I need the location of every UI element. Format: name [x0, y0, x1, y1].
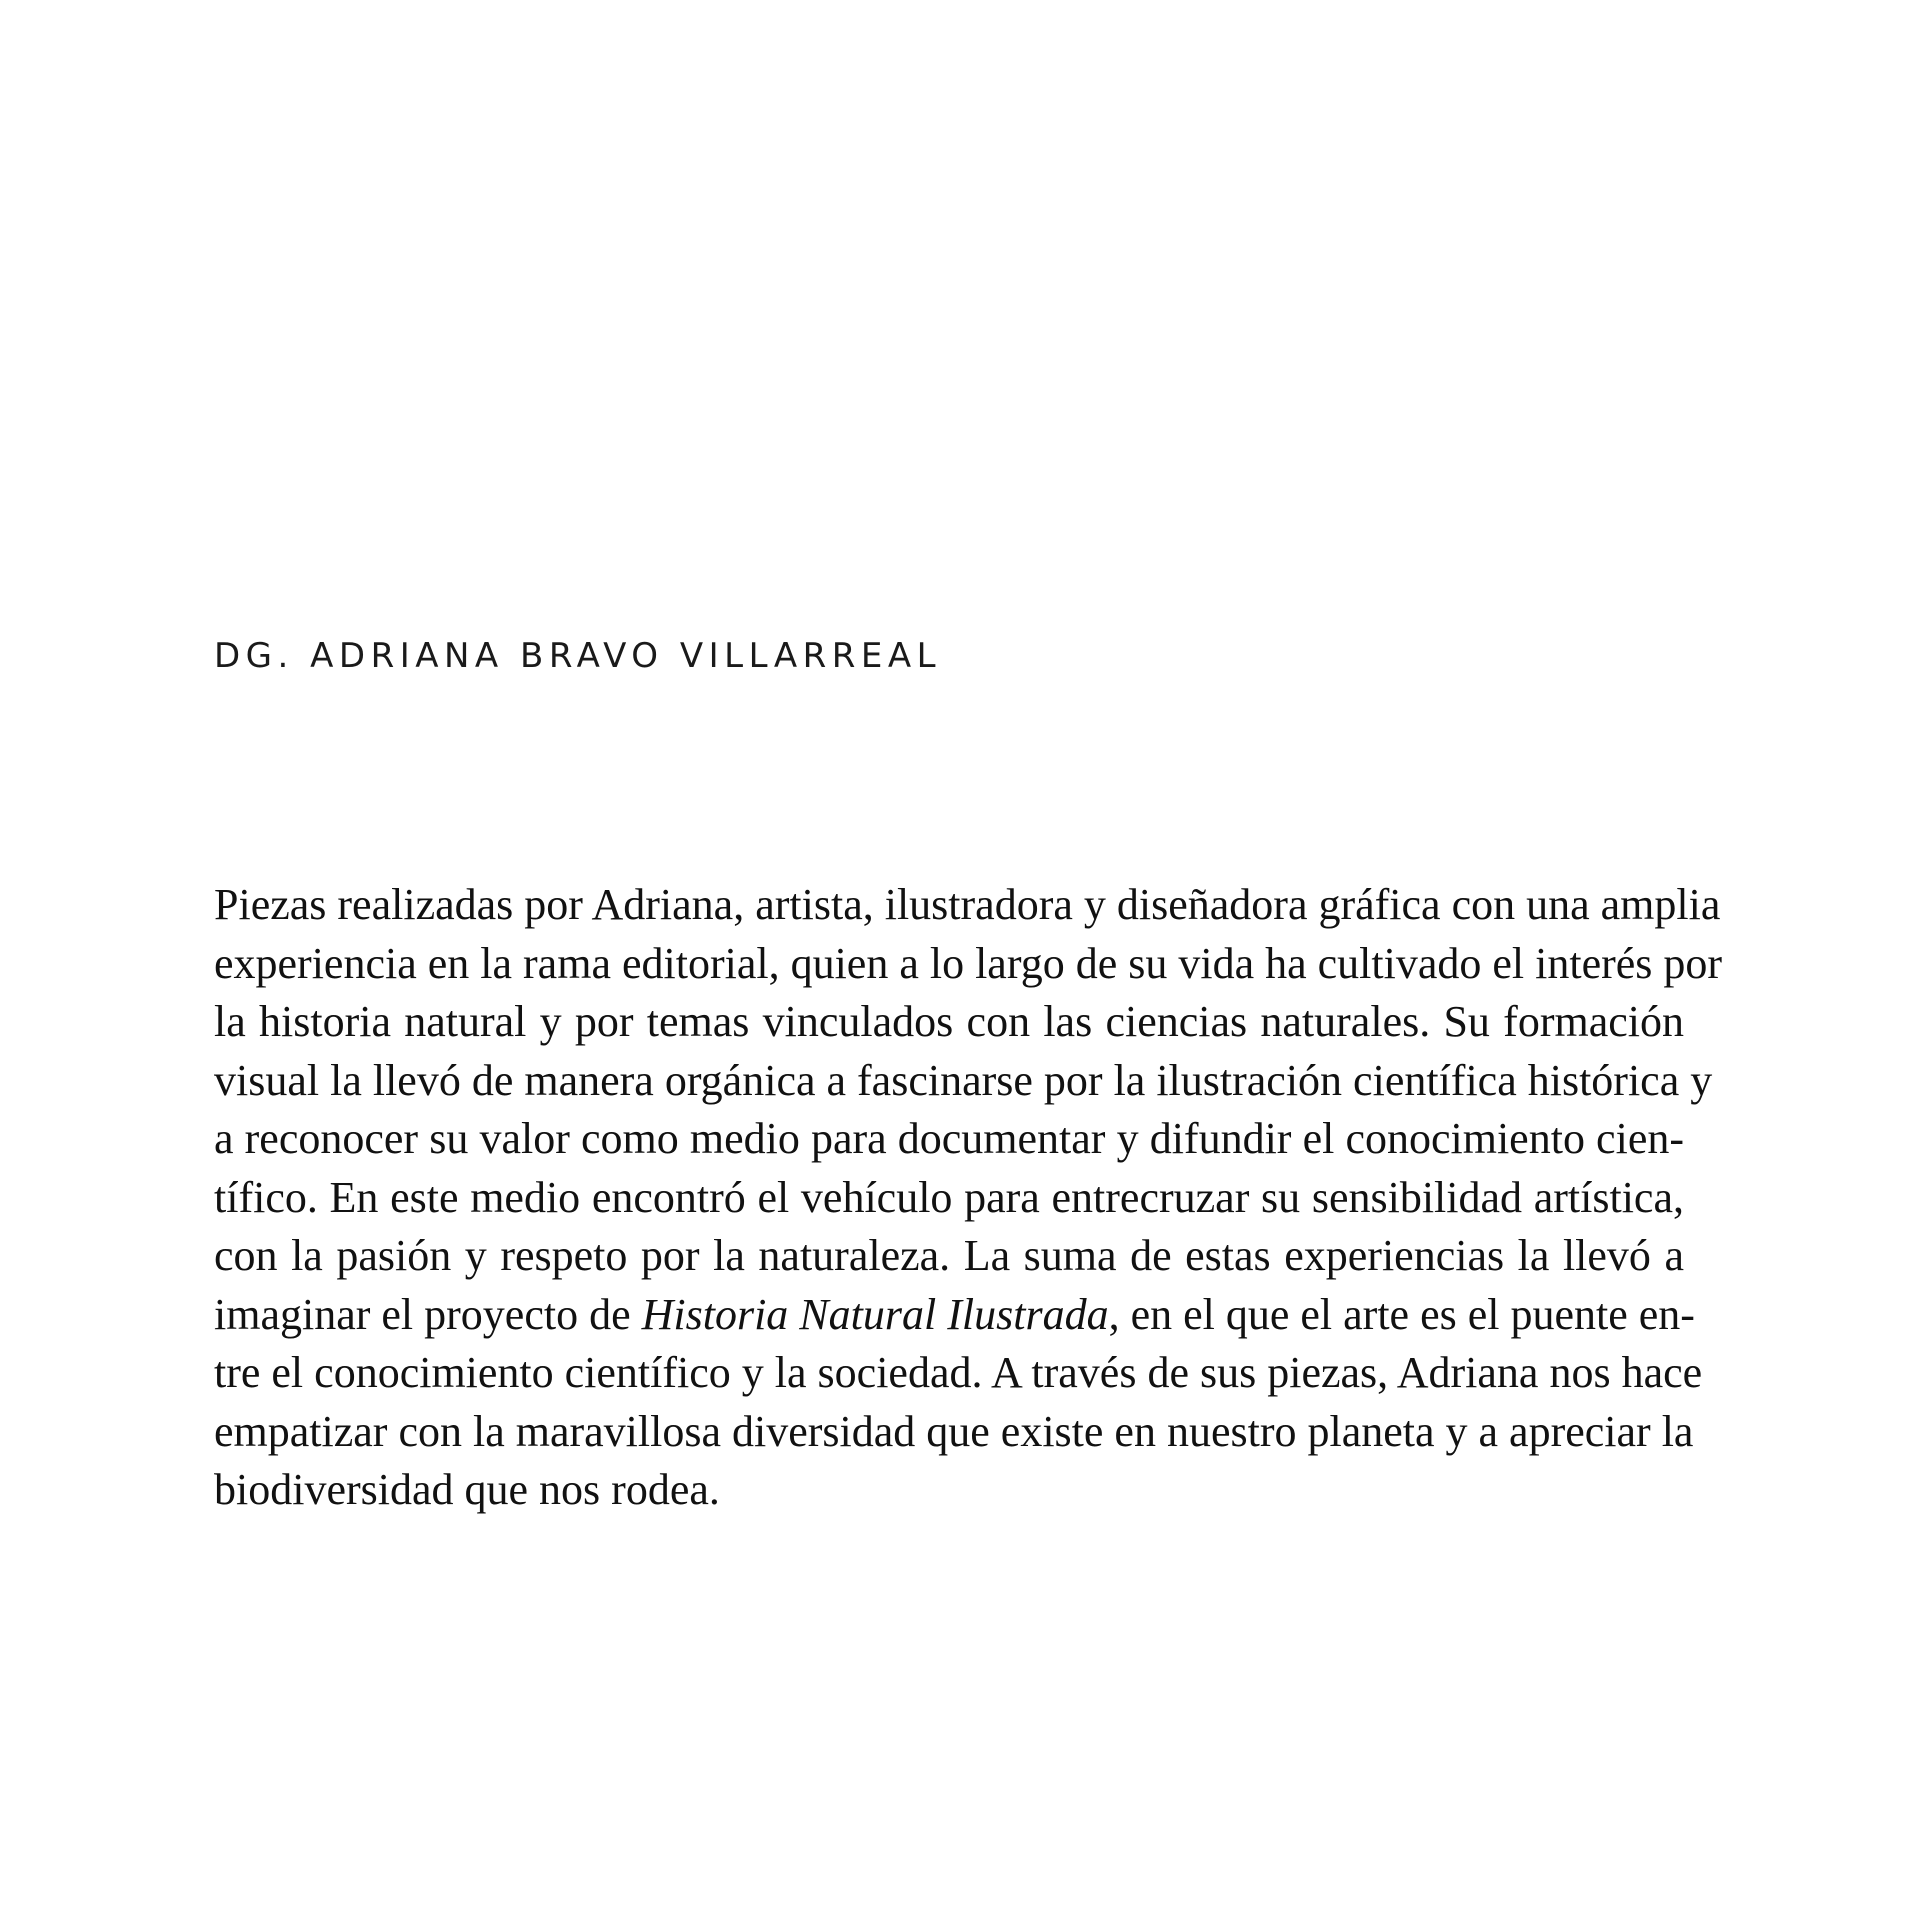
- bio-line: tre el conocimiento científico y la sociedad. A través de sus piezas, Adriana nos hace: [214, 1348, 1703, 1397]
- bio-line: biodiversidad que nos rodea.: [214, 1465, 720, 1514]
- bio-line: a reconocer su valor como medio para documentar y difundir el conocimiento cien-: [214, 1114, 1684, 1163]
- bio-line: con la pasión y respeto por la naturaleza. La suma de estas experiencias la llevó a: [214, 1231, 1684, 1280]
- bio-text: imaginar el proyecto de: [214, 1289, 642, 1339]
- bio-line: experiencia en la rama editorial, quien a lo largo de su vida ha cultivado el interés por: [214, 938, 1723, 988]
- project-title: Historia Natural Ilustrada: [641, 1289, 1109, 1339]
- author-heading: DG. ADRIANA BRAVO VILLARREAL: [214, 636, 942, 676]
- bio-line: la historia natural y por temas vinculados con las ciencias naturales. Su formación: [214, 997, 1684, 1046]
- bio-line: tífico. En este medio encontró el vehículo para entrecruzar su sensibilidad artística,: [214, 1172, 1684, 1222]
- bio-line: visual la llevó de manera orgánica a fascinarse por la ilustración científica histórica y: [214, 1055, 1713, 1105]
- bio-line: Piezas realizadas por Adriana, artista, ilustradora y diseñadora gráfica con una amplia: [214, 880, 1721, 929]
- bio-line: empatizar con la maravillosa diversidad que existe en nuestro planeta y a apreciar la: [214, 1406, 1694, 1456]
- bio-line-with-title: [214, 1286, 1695, 1345]
- bio-text: , en el que el arte es el puente en-: [1108, 1289, 1695, 1339]
- bio-paragraph: [214, 876, 1723, 1520]
